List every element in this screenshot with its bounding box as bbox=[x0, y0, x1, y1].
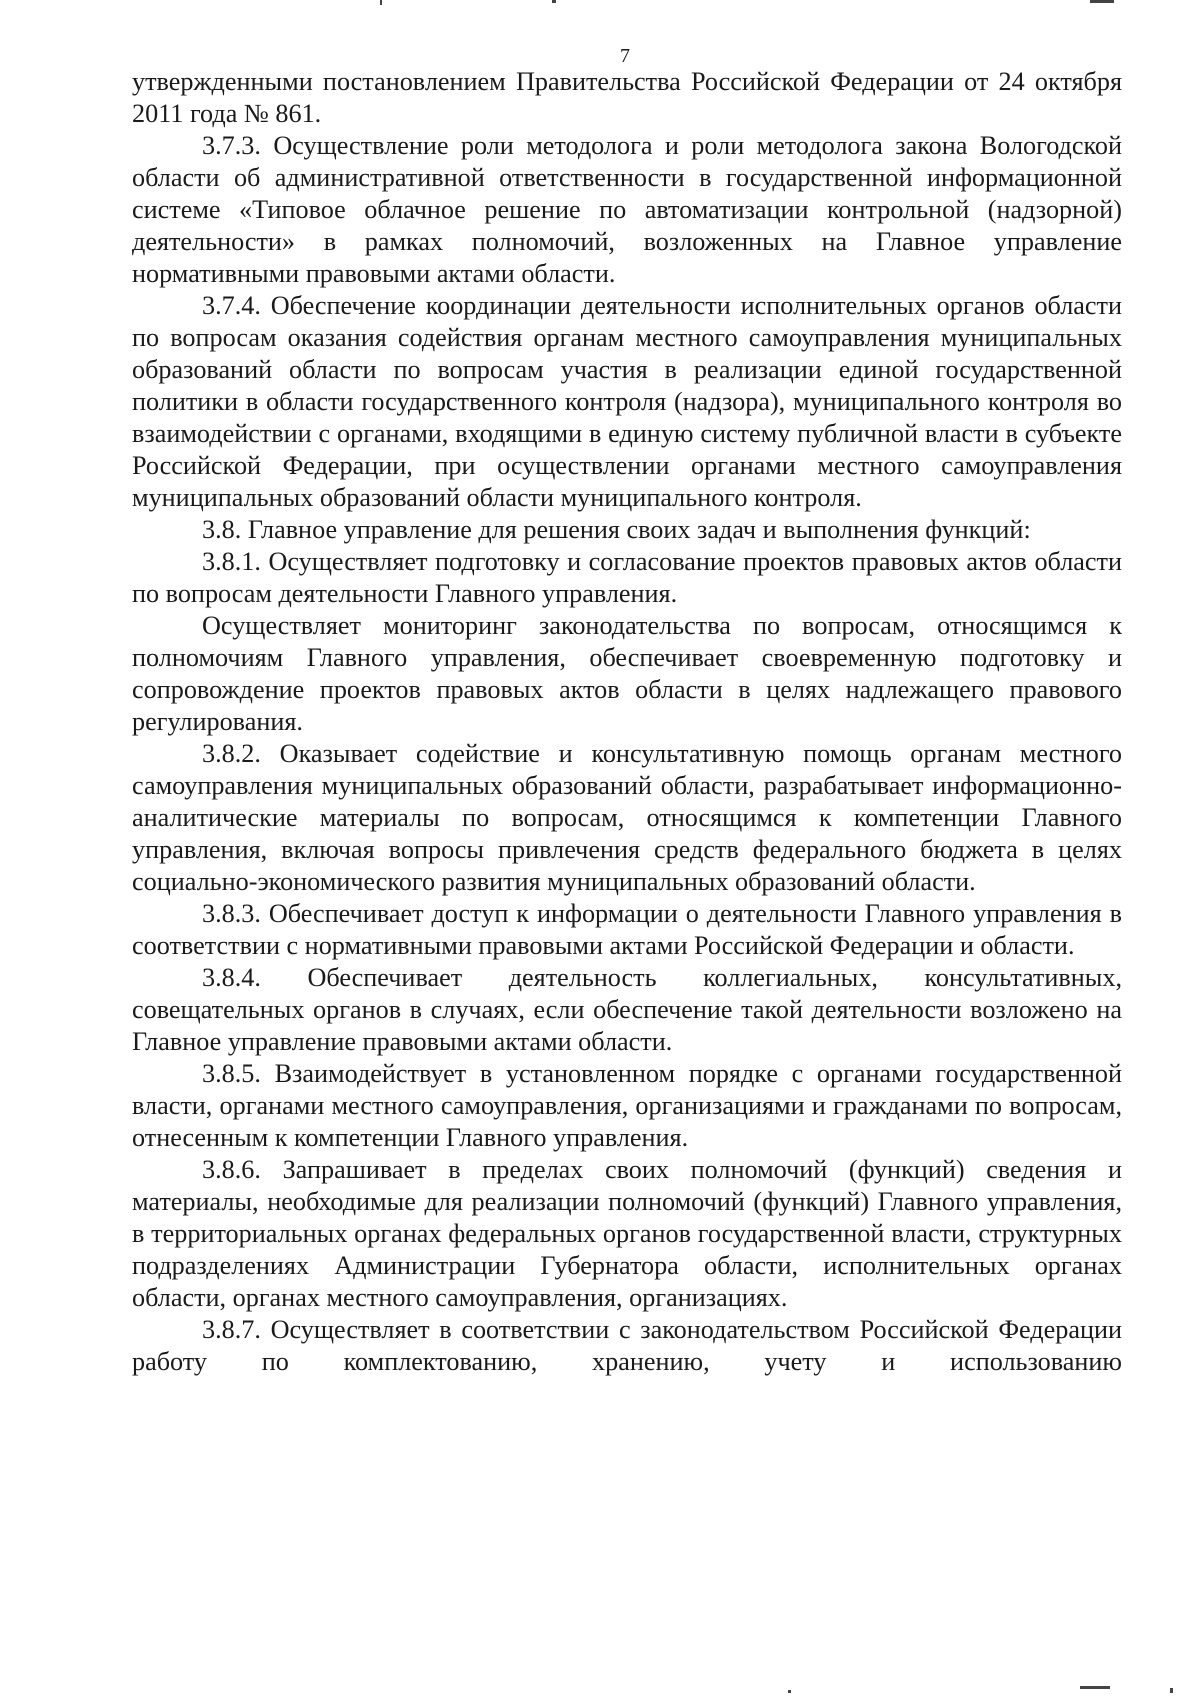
paragraph-3-8-7: 3.8.7. Осуществляет в соответствии с законодательством Российской Федерации работу по комплектованию, хранению, учету и использованию bbox=[132, 1315, 1122, 1376]
scan-artifact bbox=[1170, 1688, 1173, 1693]
page-number: 7 bbox=[620, 45, 630, 67]
paragraph-3-8-3: 3.8.3. Обеспечивает доступ к информации о деятельности Главного управления в соответствии с нормативными правовыми актами Российской Федерации и области. bbox=[132, 899, 1122, 960]
paragraph-3-8-5: 3.8.5. Взаимодействует в установленном порядке с органами государственной власти, органами местного самоуправления, организациями и гражданами по вопросам, отнесенным к компетенции Главного управления. bbox=[132, 1059, 1122, 1152]
document-body bbox=[132, 66, 1122, 1378]
scan-artifact bbox=[552, 0, 556, 3]
paragraph-3-8-4: 3.8.4. Обеспечивает деятельность коллегиальных, консультативных, совещательных органов в случаях, если обеспечение такой деятельности возложено на Главное управление правовыми актами области. bbox=[132, 963, 1122, 1056]
paragraph-3-8-2: 3.8.2. Оказывает содействие и консультативную помощь органам местного самоуправления муниципальных образований области, разрабатывает информационно-аналитические материалы по вопросам, относящимся к компетенции Главного управления, включая вопросы привлечения средств федерального бюджета в целях социально-экономического развития муниципальных образований области. bbox=[132, 739, 1122, 896]
paragraph-3-8-6: 3.8.6. Запрашивает в пределах своих полномочий (функций) сведения и материалы, необходимые для реализации полномочий (функций) Главного управления, в территориальных органах федеральных органов государственной власти, структурных подразделениях Администрации Губернатора области, исполнительных органах области, органах местного самоуправления, организациях. bbox=[132, 1155, 1122, 1312]
paragraph-intro: утвержденными постановлением Правительства Российской Федерации от 24 октября 2011 года № 861. bbox=[132, 67, 1122, 128]
paragraph-3-8-1-monitoring: Осуществляет мониторинг законодательства по вопросам, относящимся к полномочиям Главного управления, обеспечивает своевременную подготовку и сопровождение проектов правовых актов области в целях надлежащего правового регулирования. bbox=[132, 611, 1122, 736]
scan-artifact bbox=[1080, 1686, 1110, 1689]
paragraph-3-7-3: 3.7.3. Осуществление роли методолога и роли методолога закона Вологодской области об административной ответственности в государственной информационной системе «Типовое облачное решение по автоматизации контрольной (надзорной) деятельности» в рамках полномочий, возложенных на Главное управление нормативными правовыми актами области. bbox=[132, 131, 1122, 288]
paragraph-3-7-4: 3.7.4. Обеспечение координации деятельности исполнительных органов области по вопросам оказания содействия органам местного самоуправления муниципальных образований области по вопросам участия в реализации единой государственной политики в области государственного контроля (надзора), муниципального контроля во взаимодействии с органами, входящими в единую систему публичной власти в субъекте Российской Федерации, при осуществлении органами местного самоуправления муниципальных образований области муниципального контроля. bbox=[132, 291, 1122, 512]
scan-artifact bbox=[1090, 0, 1114, 3]
paragraph-3-8-1: 3.8.1. Осуществляет подготовку и согласование проектов правовых актов области по вопросам деятельности Главного управления. bbox=[132, 547, 1122, 608]
scan-artifact bbox=[788, 1690, 791, 1693]
paragraph-3-8: 3.8. Главное управление для решения своих задач и выполнения функций: bbox=[202, 515, 1031, 544]
scan-artifact bbox=[380, 0, 382, 5]
